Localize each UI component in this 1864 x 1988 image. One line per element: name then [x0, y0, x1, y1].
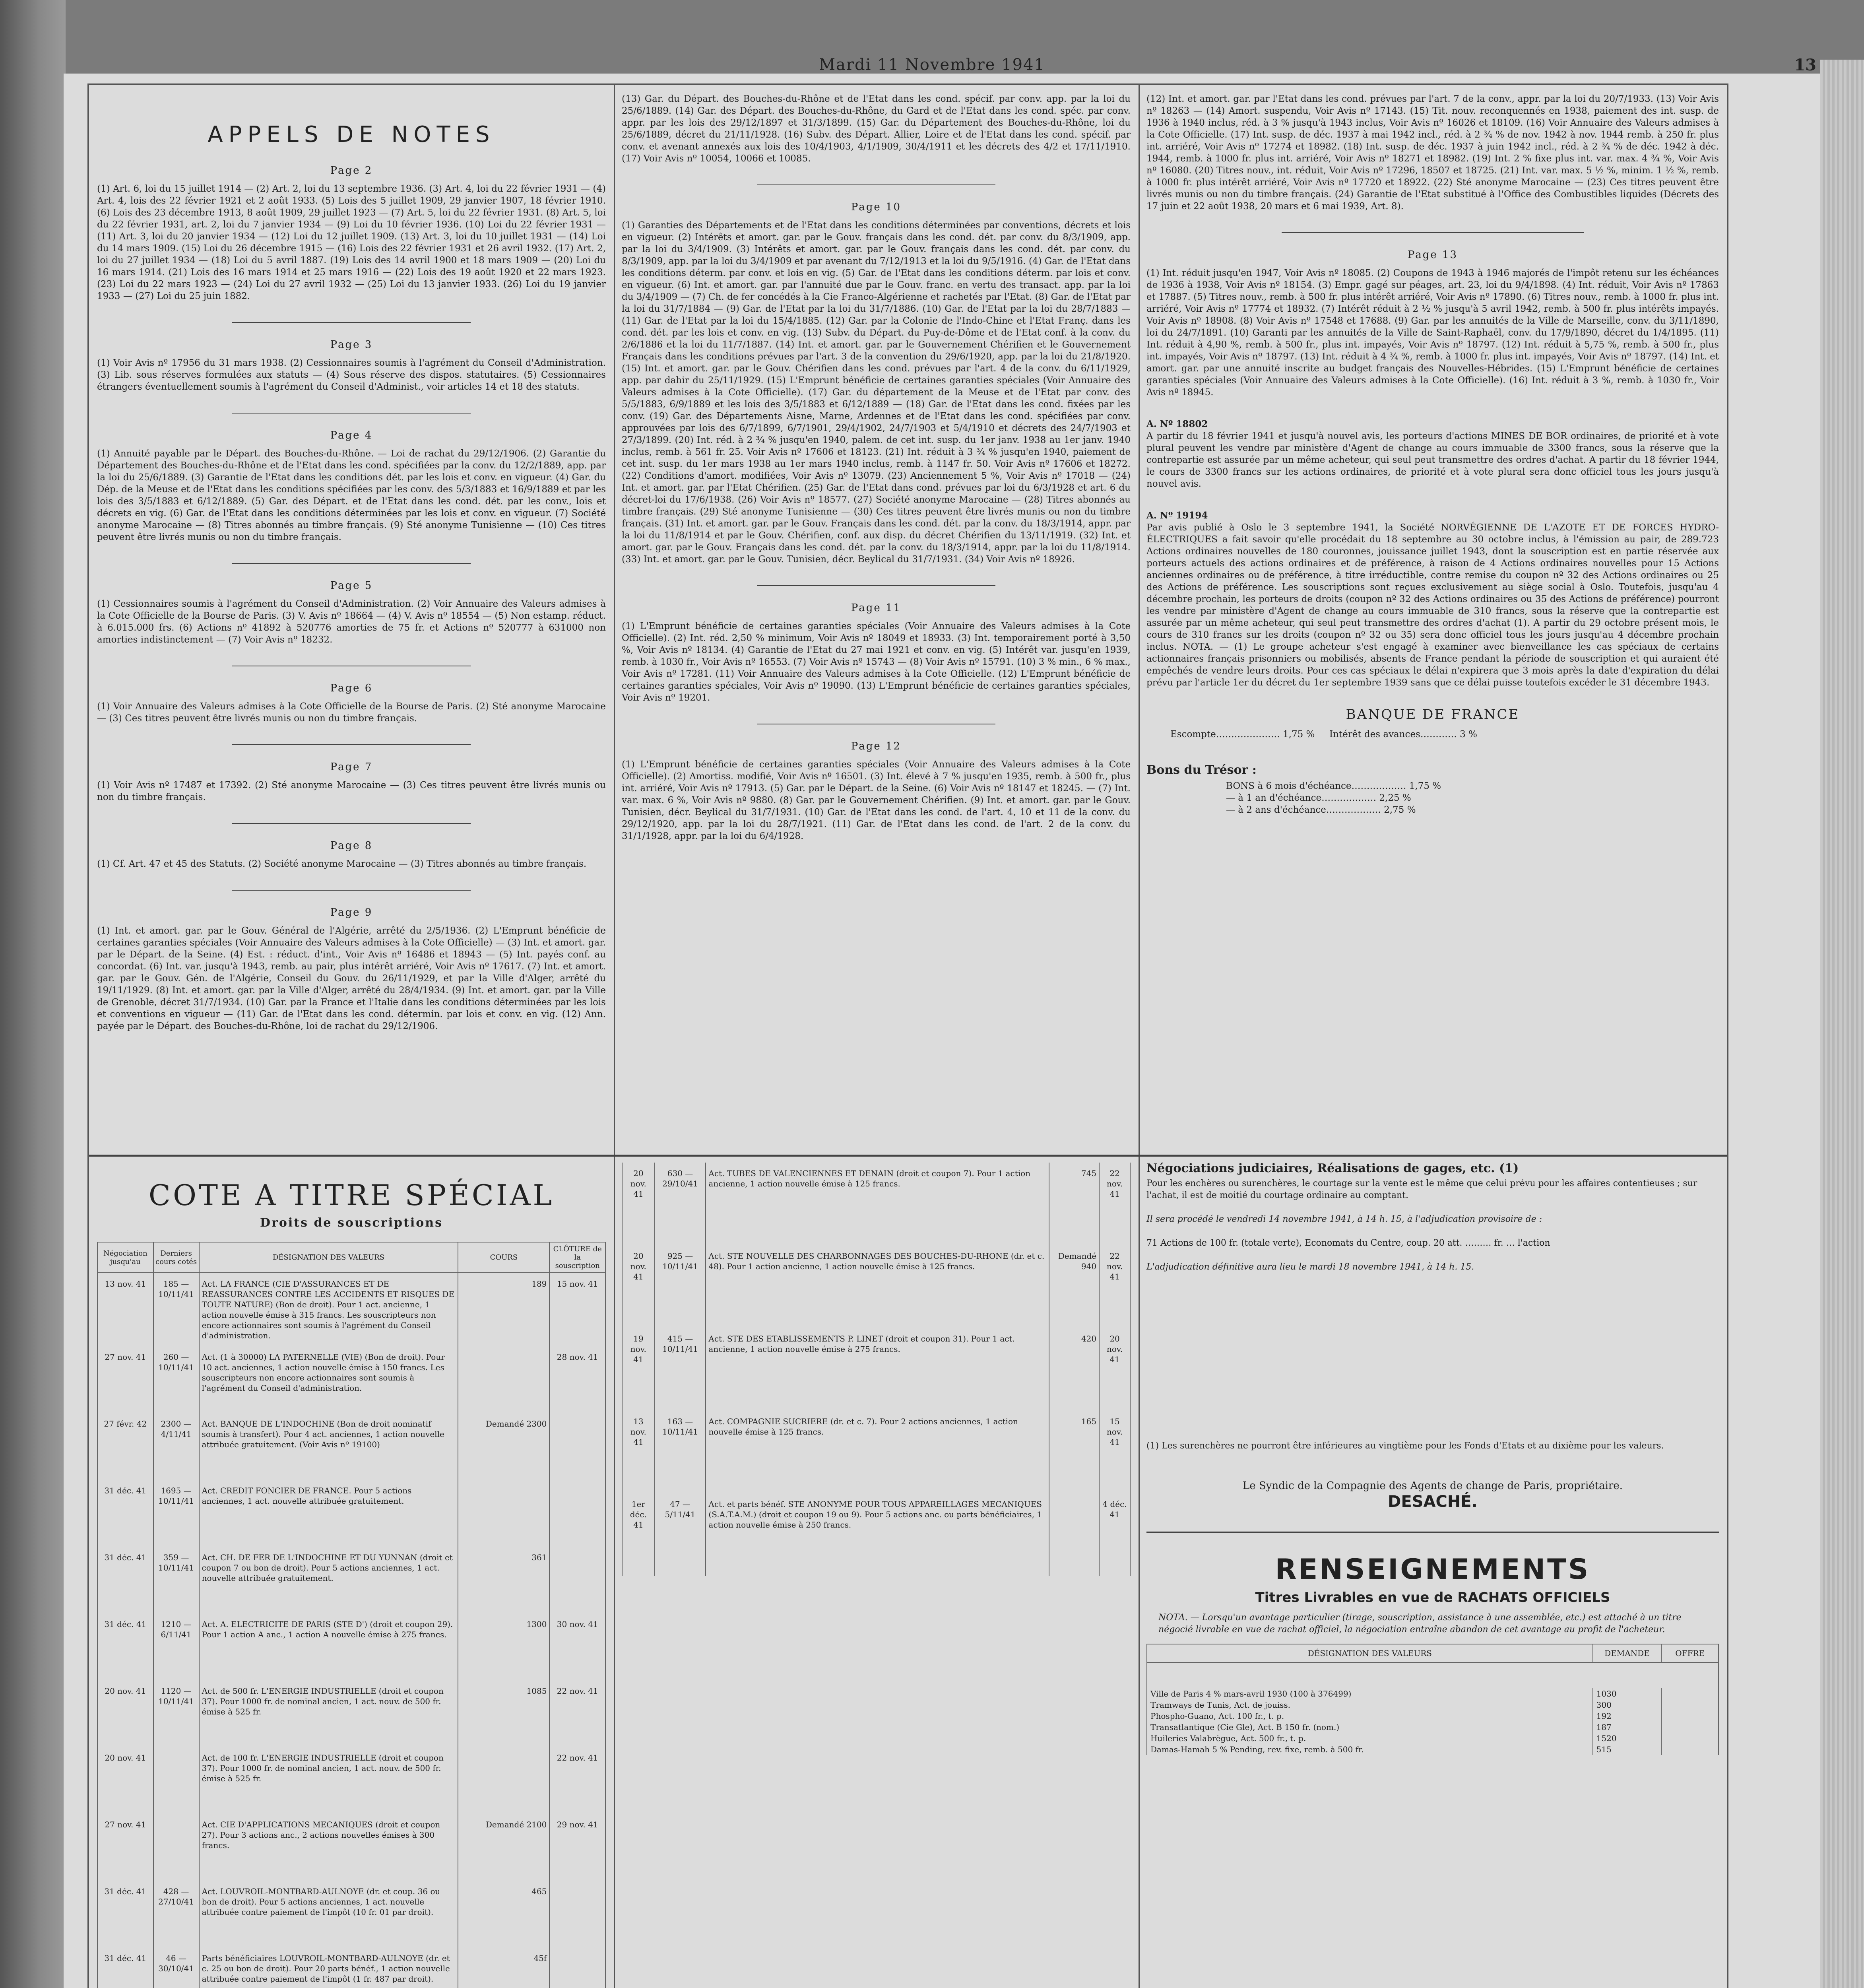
- notes-section-text: (1) Annuité payable par le Départ. des Bouches-du-Rhône. — Loi de rachat du 29/12/1906. (2) Garantie du Département des Bouches-du-Rhône et de l'Etat dans les cond. spécifiées par la conv. du 12/2/1889, app. par la loi du 25/6/1889. (3) Garantie de l'Etat dans les conditions dét. par les lois et conv. en vigueur. (4) Gar. du Dép. de la Meuse et de l'Etat dans les conditions spécifiées par les conv. des 5/3/1883 et 16/9/1889 et par les lois des 3/5/1883 et 6/12/1889. (5) Gar. des Départ. et de l'Etat dans les cond. dét. par les conv., lois et décrets en vig. (6) Gar. de l'Etat dans les conditions déterminées par les lois et conv. en vigueur. (7) Société anonyme Marocaine — (8) Titres abonnés au timbre français. (9) Sté anonyme Tunisienne — (10) Ces titres peuvent être livrés munis ou non du timbre français.: [97, 448, 606, 542]
- banque-escompte: Escompte………………… 1,75 %: [1170, 729, 1315, 740]
- table-cell: 359 — 10/11/41: [153, 1547, 199, 1613]
- table-cell: 31 déc. 41: [97, 1613, 153, 1680]
- table-cell: Act. COMPAGNIE SUCRIERE (dr. et c. 7). Pour 2 actions anciennes, 1 action nouvelle émise à 125 francs.: [706, 1411, 1049, 1493]
- renseignements-nota: NOTA. — Lorsqu'un avantage particulier (tirage, souscription, assistance à une assemblée, etc.) est attaché à un titre négocié livrable en vue de rachat officiel, la négociation entraîne abandon de cet avantage au profit de l'acheteur.: [1158, 1613, 1682, 1635]
- table-cell: Act. de 100 fr. L'ENERGIE INDUSTRIELLE (droit et coupon 37). Pour 1000 fr. de nominal ancien, 1 act. nouv. de 500 fr. émise à 525 fr.: [199, 1747, 458, 1814]
- table-cell: 22 nov. 41: [549, 1680, 605, 1747]
- table-cell: 185 — 10/11/41: [153, 1273, 199, 1346]
- content-frame: [87, 83, 1728, 1988]
- cote-table: [97, 1242, 606, 1988]
- section-rule: [232, 413, 471, 414]
- notes-section-text: (1) Int. réduit jusqu'en 1947, Voir Avis nº 18085. (2) Coupons de 1943 à 1946 majorés de l'impôt retenu sur les échéances de 1936 à 1938, Voir Avis nº 18154. (3) Empr. gagé sur péages, art. 23, loi du 9/4/1898. (4) Int. réduit, Voir Avis nº 17863 et 17887. (5) Titres nouv., remb. à 500 fr. plus intérêt arriéré, Voir Avis nº 17890. (6) Titres nouv., remb. à 1000 fr. plus int. arriéré, Voir Avis nº 17774 et 18932. (7) Intérêt réduit à 2 ½ % jusqu'à 5 avril 1942, remb. à 500 fr. plus intérêts impayés. Voir Avis nº 18908. (8) Voir Avis nº 17548 et 17688. (9) Gar. par les annuités de la Ville de Marseille, conv. du 3/11/1890, loi du 24/7/1891. (10) Garanti par les annuités de la Ville de Saint-Raphaël, conv. du 17/9/1890, décret du 1/4/1895. (11) Int. réduit à 4,90 %, remb. à 500 fr., plus int. impayés, Voir Avis nº 18797. (12) Int. réduit à 5,75 %, remb. à 500 fr., plus int. impayés, Voir Avis nº 18797. (13) Int. réduit à 4 ¾ %, remb. à 1000 fr. plus int. impayés, Voir Avis nº 18797. (14) Int. et amort. gar. par une annuité inscrite au budget français des Nouvelles-Hébrides. (15) L'Emprunt bénéficie de certaines garanties spéciales (Voir Annuaire des Valeurs admises à la Cote Officielle). (16) Int. réduit à 3 %, remb. à 1030 fr., Voir Avis nº 18945.: [1146, 268, 1719, 398]
- cote-titre-special: [97, 1159, 606, 1988]
- cote-table-2: [622, 1163, 1131, 1576]
- table-cell: [458, 1747, 549, 1814]
- notes-section: [97, 429, 606, 543]
- col-cloture: CLÔTURE de la souscription: [549, 1242, 605, 1273]
- table-cell: Ville de Paris 4 % mars-avril 1930 (100 à 376499): [1147, 1688, 1593, 1699]
- table-cell: Damas-Hamah 5 % Pending, rev. fixe, remb. à 500 fr.: [1147, 1744, 1593, 1755]
- notes-section-title: Page 8: [330, 840, 373, 852]
- notes-section: [622, 602, 1131, 704]
- notes-section: [97, 580, 606, 646]
- table-cell: Act. LOUVROIL-MONTBARD-AULNOYE (dr. et coup. 36 ou bon de droit). Pour 5 actions anciennes, 1 act. nouvelle attribuée contre paiement de l'impôt (10 fr. 01 par droit).: [199, 1881, 458, 1947]
- negociations-block: [1146, 1161, 1719, 1511]
- table-cell: [458, 1346, 549, 1413]
- table-cell: 13 nov. 41: [622, 1411, 655, 1493]
- table-cell: 27 nov. 41: [97, 1814, 153, 1881]
- table-cell: 29 nov. 41: [549, 1814, 605, 1881]
- negociations-text-1: Pour les enchères ou surenchères, le courtage sur la vente est le même que celui prévu pour les affaires contentieuses ; sur l'achat, il est de moitié du courtage ordinaire au comptant.: [1146, 1178, 1697, 1200]
- table-cell: [1661, 1744, 1719, 1755]
- syndic-line: Le Syndic de la Compagnie des Agents de change de Paris, propriétaire.: [1243, 1480, 1623, 1492]
- page-edges: [1820, 60, 1864, 1988]
- table-cell: 1210 — 6/11/41: [153, 1613, 199, 1680]
- table-cell: [153, 1814, 199, 1881]
- notes-section-text: (1) L'Emprunt bénéficie de certaines garanties spéciales (Voir Annuaire des Valeurs admises à la Cote Officielle). (2) Amortiss. modifié, Voir Avis nº 16501. (3) Int. élevé à 7 % jusqu'en 1935, remb. à 500 fr., plus int. arriéré, Voir Avis nº 17913. (5) Gar. par le Départ. de la Seine. (6) Voir Avis nº 18147 et 18245. — (7) Int. var. max. 6 %, Voir Avis nº 9880. (8) Gar. par le Gouvernement Chérifien. (9) Int. et amort. gar. par le Gouv. Tunisien, décr. Beylical du 31/7/1931. (10) Gar. de l'Etat dans les cond. de l'art. 4, 10 et 11 de la conv. du 29/12/1920, app. par la loi du 28/7/1921. (11) Gar. de l'Etat dans les cond. de l'art. 2 de la conv. du 31/1/1928, appr. par la loi du 6/4/1928.: [622, 759, 1131, 841]
- page-number: 13: [1794, 56, 1816, 74]
- table-cell: 1520: [1593, 1733, 1662, 1744]
- table-cell: 20 nov. 41: [622, 1163, 655, 1245]
- notes-section-title: Page 2: [330, 165, 373, 177]
- table-cell: 187: [1593, 1722, 1662, 1733]
- notes-column-3: [1146, 85, 1719, 816]
- table-cell: 420: [1049, 1328, 1099, 1411]
- notes-section-text: (1) Int. et amort. gar. par le Gouv. Général de l'Algérie, arrêté du 2/5/1936. (2) L'Emprunt bénéficie de certaines garanties spéciales (Voir Annuaire des Valeurs admises à la Cote Officielle) — (3) Int. et amort. gar. par le Départ. de la Seine. (4) Est. : réduct. d'int., Voir Avis nº 16486 et 18943 — (5) Int. payés conf. au concordat. (6) Int. var. jusqu'à 1943, remb. au pair, plus intérêt arriéré, Voir Avis nº 17617. (7) Int. et amort. gar. par le Gouv. Gén. de l'Algérie, Conseil du Gouv. du 26/11/1929, et par la Ville d'Alger, arrêté du 19/11/1929. (8) Int. et amort. gar. par la Ville d'Alger, arrêté du 28/4/1934. (9) Int. et amort. gar. par la Ville de Grenoble, décret 31/7/1934. (10) Gar. par la France et l'Italie dans les conditions déterminées par les lois et conventions en vigueur — (11) Gar. de l'Etat dans les cond. détermin. par lois et conv. en vig. (12) Ann. payée par le Départ. des Bouches-du-Rhône, loi de rachat du 29/12/1906.: [97, 926, 606, 1031]
- banque-title: BANQUE DE FRANCE: [1346, 707, 1520, 722]
- table-cell: 20 nov. 41: [97, 1747, 153, 1814]
- negociations-title: Négociations judiciaires, Réalisations de gages, etc. (1): [1146, 1161, 1519, 1175]
- table-row: [1147, 1744, 1719, 1755]
- table-cell: 47 — 5/11/41: [655, 1493, 706, 1576]
- table-row: [97, 1273, 605, 1346]
- table-cell: 1030: [1593, 1688, 1662, 1699]
- bons-title: Bons du Trésor :: [1146, 763, 1257, 777]
- table-cell: 28 nov. 41: [549, 1346, 605, 1413]
- table-cell: 22 nov. 41: [1099, 1245, 1130, 1328]
- table-cell: 925 — 10/11/41: [655, 1245, 706, 1328]
- avis-18802-title: A. Nº 18802: [1146, 419, 1208, 429]
- notes-section: [97, 840, 606, 870]
- table-cell: Act. BANQUE DE L'INDOCHINE (Bon de droit nominatif soumis à transfert). Pour 4 act. anciennes, 1 action nouvelle attribuée gratuitement. (Voir Avis nº 19100): [199, 1413, 458, 1480]
- notes-section-text: (1) Voir Annuaire des Valeurs admises à la Cote Officielle de la Bourse de Paris. (2) Sté anonyme Marocaine — (3) Ces titres peuvent être livrés munis ou non du timbre français.: [97, 701, 606, 724]
- table-cell: Transatlantique (Cie Gle), Act. B 150 fr. (nom.): [1147, 1722, 1593, 1733]
- table-cell: [549, 1947, 605, 1988]
- notes-section: [622, 740, 1131, 842]
- table-cell: 1300: [458, 1613, 549, 1680]
- table-cell: [1661, 1688, 1719, 1699]
- table-row: [97, 1613, 605, 1680]
- table-row: [622, 1163, 1130, 1245]
- section-divider: [89, 1155, 1727, 1157]
- rs-col-demande: DEMANDE: [1593, 1644, 1662, 1662]
- table-cell: [458, 1480, 549, 1547]
- avis-19194-text: Par avis publié à Oslo le 3 septembre 1941, la Société NORVÉGIENNE DE L'AZOTE ET DE FORCES HYDRO-ÉLECTRIQUES a fait savoir qu'elle procédait du 18 septembre au 30 octobre inclus, à l'émission au pair, de 289.723 Actions ordinaires nouvelles de 180 couronnes, jouissance juillet 1943, dont la souscription est en partie réservée aux porteurs actuels des actions ordinaires et de préférence, à raison de 4 Actions ordinaires nouvelles pour 15 Actions anciennes ordinaires ou de préférence, à titre irréductible, contre remise du coupon nº 32 des Actions ordinaires ou 25 des Actions de préférence. Les souscriptions sont reçues exclusivement au siège social à Oslo. Toutefois, jusqu'au 4 décembre prochain, les porteurs de droits (coupon nº 32 des Actions ordinaires ou 35 des Actions de préférence) pourront les vendre par ministère d'Agent de change au cours immuable de 310 francs, sous la réserve que la contrepartie est assurée par un même acheteur, qui seul peut transmettre des ordres d'achat (1). A partir du 29 octobre présent mois, le cours de 310 francs sur les droits (coupon nº 32 ou 35) sera donc officiel tous les jours jusqu'au 4 décembre prochain inclus. NOTA. — (1) Le groupe acheteur s'est engagé à examiner avec bienveillance les cas spéciaux de certains actionnaires français prisonniers ou mobilisés, absents de France pendant la période de souscription et qui auraient été empêchés de vendre leurs droits. Pour ces cas spéciaux le délai n'expirera que 3 mois après la date d'expiration du délai prévu par l'article 1er du décret du 1er septembre 1939 sans que ce délai puisse toutefois excéder le 31 décembre 1943.: [1146, 522, 1719, 688]
- col-negociation: Négociation jusqu'au: [97, 1242, 153, 1273]
- signature: DESACHÉ.: [1388, 1493, 1478, 1511]
- notes-section-title: Page 12: [851, 740, 902, 752]
- table-row: [97, 1346, 605, 1413]
- table-row: [97, 1814, 605, 1881]
- notes-section-text: (13) Gar. du Départ. des Bouches-du-Rhône et de l'Etat dans les cond. spécif. par conv. app. par la loi du 25/6/1889. (14) Gar. des Départ. des Bouches-du-Rhône, du Gard et de l'Etat dans les cond. spéc. par conv. appr. par les lois des 29/12/1897 et 31/3/1899. (15) Gar. du Département des Bouches-du-Rhône, loi du 25/6/1889, décret du 21/11/1928. (16) Subv. des Départ. Allier, Loire et de l'Etat dans les cond. spécif. par conv. et avenant annexés aux lois des 10/4/1903, 4/1/1909, 30/4/1911 et les décrets des 4/2 et 17/11/1910. (17) Voir Avis nº 10054, 10066 et 10085.: [622, 94, 1131, 164]
- notes-section-text: (1) Cf. Art. 47 et 45 des Statuts. (2) Société anonyme Marocaine — (3) Titres abonnés au timbre français.: [97, 859, 587, 869]
- table-row: [1147, 1688, 1719, 1699]
- table-cell: 27 févr. 42: [97, 1413, 153, 1480]
- section-rule: [232, 823, 471, 824]
- table-cell: [1661, 1699, 1719, 1710]
- table-cell: 192: [1593, 1710, 1662, 1722]
- avis-18802: [1146, 418, 1719, 490]
- section-rule: [232, 890, 471, 891]
- cote-titre-special-suite: [622, 1159, 1131, 1576]
- rachats-table: [1146, 1644, 1719, 1755]
- table-cell: 15 nov. 41: [549, 1273, 605, 1346]
- negociations-text-4: L'adjudication définitive aura lieu le mardi 18 novembre 1941, à 14 h. 15.: [1146, 1262, 1474, 1272]
- column-rule-2: [1139, 85, 1140, 1988]
- notes-section: [97, 339, 606, 393]
- appels-title: APPELS DE NOTES: [208, 122, 495, 148]
- notes-section: [97, 165, 606, 302]
- notes-section-text: (12) Int. et amort. gar. par l'Etat dans les cond. prévues par l'art. 7 de la conv., appr. par la loi du 20/7/1933. (13) Voir Avis nº 18263 — (14) Amort. suspendu, Voir Avis nº 17143. (15) Tit. nouv. reconquennés en 1938, paiement des int. susp. de 1936 à 1940 inclus, réd. à 3 % jusqu'à 1943 inclus, Voir Avis nº 16026 et 18109. (16) Voir Annuaire des Valeurs admises à la Cote Officielle. (17) Int. susp. de déc. 1937 à mai 1942 incl., réd. à 2 ¾ % de nov. 1942 à nov. 1944 remb. à 250 fr. plus int. arriéré, Voir Avis nº 17274 et 18982. (18) Int. susp. de déc. 1937 à juin 1942 incl., réd. à 2 ¾ % de déc. 1942 à déc. 1944, remb. à 1000 fr. plus int. arriéré, Voir Avis nº 18271 et 18982. (19) Int. 2 % fixe plus int. var. max. 4 ¾ %, Voir Avis nº 16080. (20) Titres nouv., int. réduit, Voir Avis nº 17296, 18507 et 18725. (21) Int. var. max. 5 ½ %, minim. 1 ½ %, remb. à 1000 fr. plus intérêt arriéré, Voir Avis nº 17720 et 18922. (22) Sté anonyme Marocaine — (23) Ces titres peuvent être livrés munis ou non du timbre français. (24) Garantie de l'Etat substitué à l'Office des Combustibles liquides (Décrets des 17 juin et 22 août 1938, 20 mars et 6 mai 1939, Art. 8).: [1146, 94, 1719, 212]
- cote-title: COTE A TITRE SPÉCIAL: [148, 1178, 555, 1212]
- table-cell: [1661, 1722, 1719, 1733]
- notes-section-title: Page 5: [330, 580, 373, 592]
- table-cell: Huileries Valabrègue, Act. 500 fr., t. p.: [1147, 1733, 1593, 1744]
- table-cell: 31 déc. 41: [97, 1947, 153, 1988]
- bons-line-3: — à 2 ans d'échéance……………… 2,75 %: [1226, 805, 1416, 815]
- notes-section: [97, 682, 606, 724]
- col-designation: DÉSIGNATION DES VALEURS: [199, 1242, 458, 1273]
- table-cell: 27 nov. 41: [97, 1346, 153, 1413]
- table-cell: 20 nov. 41: [97, 1680, 153, 1747]
- notes-section-text: (1) Garanties des Départements et de l'Etat dans les conditions déterminées par conventions, décrets et lois en vigueur. (2) Intérêts et amort. gar. par le Gouv. français dans les cond. dét. par conv. du 8/3/1909, app. par la loi du 3/4/1909. (3) Intérêts et amort. gar. par le Gouv. français dans les cond. dét. par conv. du 8/3/1909, app. par la loi du 3/4/1909 et par avenant du 7/12/1913 et la loi du 9/5/1916. (4) Gar. de l'Etat dans les conditions déterm. par conv. et lois en vig. (5) Gar. de l'Etat dans les conditions déterm. par lois et conv. en vigueur. (6) Int. et amort. gar. par l'annuité due par le Gouv. franc. en vertu des transact. app. par la loi du 3/4/1909 — (7) Ch. de fer concédés à la Cie Franco-Algérienne et rachetés par l'Etat. (8) Gar. de l'Etat par la loi du 31/7/1884 — (9) Gar. de l'Etat par la loi du 31/7/1886. (10) Gar. de l'Etat par la loi du 28/7/1883 — (11) Gar. de l'Etat par la loi du 15/4/1885. (12) Gar. par la Colonie de l'Indo-Chine et l'Etat Franç. dans les cond. dét. par les lois et conv. en vig. (13) Subv. du Départ. du Puy-de-Dôme et de l'Etat conf. à la conv. du 2/6/1886 et la loi du 11/7/1887. (14) Int. et amort. gar. par le Gouvernement Chérifien et le Gouvernement Français dans les conditions prévues par l'art. 3 de la convention du 29/6/1920, app. par la loi du 21/8/1920. (15) Int. et amort. gar. par le Gouv. Chérifien dans les cond. prévues par l'art. 4 de la conv. du 6/11/1929, app. par dahir du 25/11/1929. (15) L'Emprunt bénéficie de certaines garanties spéciales (Voir Annuaire des Valeurs admises à la Cote Officielle). (17) Gar. du département de la Meuse et de l'Etat par conv. des 5/5/1883, 6/9/1889 et les lois des 3/5/1883 et 6/12/1889 — (18) Gar. de l'Etat dans les cond. fixées par les conv. (19) Gar. des Départements Aisne, Marne, Ardennes et de l'Etat dans les cond. spécifiées par conv. approuvées par lois des 6/7/1899, 6/7/1901, 29/4/1902, 24/7/1903 et 5/4/1910 et décrets des 24/7/1903 et 27/3/1899. (20) Int. réd. à 2 ¾ % jusqu'en 1940, palem. de cet int. susp. du 1er janv. 1938 au 1er janv. 1940 inclus, remb. à 561 fr. 25. Voir Avis nº 17606 et 18123. (21) Int. réduit à 3 ¾ % jusqu'en 1940, paiement de cet int. susp. du 1er mars 1938 au 1er mars 1940 inclus, remb. à 1147 fr. 50. Voir Avis nº 17606 et 18272. (22) Conditions d'amort. modifiées, Voir Avis nº 13079. (23) Anciennement 5 %, Voir Avis nº 17018 — (24) Int. et amort. gar. par l'Etat Chérifien. (25) Gar. de l'Etat dans cond. prévues par loi du 6/3/1928 et art. 6 du décret-loi du 17/6/1938. (26) Voir Avis nº 18577. (27) Société anonyme Marocaine — (28) Titres abonnés au timbre français. (29) Sté anonyme Tunisienne — (30) Ces titres peuvent être livrés munis ou non du timbre français. (31) Int. et amort. gar. par le Gouv. Français dans les cond. dét. par la conv. du 18/3/1914, appr. par la loi du 11/8/1914 et par le Gouv. Chérifien, conf. aux disp. du décret Chérifien du 13/11/1919. (32) Int. et amort. gar. par le Gouv. Français dans les cond. dét. par la conv. du 18/3/1914, appr. par la loi du 11/8/1914. (33) Int. et amort. gar. par le Gouv. Tunisien, décr. Beylical du 31/7/1931. (34) Voir Avis nº 18926.: [622, 220, 1131, 565]
- table-cell: Phospho-Guano, Act. 100 fr., t. p.: [1147, 1710, 1593, 1722]
- renseignements-block: [1146, 1532, 1719, 1755]
- table-cell: 20 nov. 41: [1099, 1328, 1130, 1411]
- avis-19194-title: A. Nº 19194: [1146, 510, 1208, 521]
- negociations-note: (1) Les surenchères ne pourront être inférieures au vingtième pour les Fonds d'Etats et au dixième pour les valeurs.: [1146, 1441, 1664, 1451]
- table-cell: 4 déc. 41: [1099, 1493, 1130, 1576]
- table-cell: Act. STE DES ETABLISSEMENTS P. LINET (droit et coupon 31). Pour 1 act. ancienne, 1 action nouvelle émise à 275 francs.: [706, 1328, 1049, 1411]
- table-cell: Act. TUBES DE VALENCIENNES ET DENAIN (droit et coupon 7). Pour 1 action ancienne, 1 action nouvelle émise à 125 francs.: [706, 1163, 1049, 1245]
- table-cell: Demandé 2300: [458, 1413, 549, 1480]
- table-cell: [153, 1747, 199, 1814]
- table-cell: 465: [458, 1881, 549, 1947]
- column-rule-1: [614, 85, 615, 1988]
- table-cell: 163 — 10/11/41: [655, 1411, 706, 1493]
- table-cell: [549, 1547, 605, 1613]
- notes-section: [622, 93, 1131, 165]
- table-cell: 46 — 30/10/41: [153, 1947, 199, 1988]
- appels-column: [97, 85, 606, 1052]
- negociations-renseignements: [1146, 1159, 1719, 1755]
- table-cell: [1049, 1493, 1099, 1576]
- renseignements-title: RENSEIGNEMENTS: [1275, 1553, 1591, 1586]
- page-header: [0, 56, 1864, 87]
- notes-section-text: (1) Cessionnaires soumis à l'agrément du Conseil d'Administration. (2) Voir Annuaire des Valeurs admises à la Cote Officielle de la Bourse de Paris. (3) V. Avis nº 18664 — (4) V. Avis nº 18554 — (5) Non estamp. réduct. à 6.015.000 frs. (6) Actions nº 41892 à 520776 amorties de 75 fr. et Actions nº 520777 à 631000 non amorties indistinctement — (7) Voir Avis nº 18232.: [97, 599, 606, 645]
- notes-section-title: Page 7: [330, 761, 373, 773]
- negociations-text-3: 71 Actions de 100 fr. (totale verte), Economats du Centre, coup. 20 att. ……… fr. … l'action: [1146, 1238, 1550, 1248]
- table-row: [97, 1680, 605, 1747]
- table-cell: 22 nov. 41: [1099, 1163, 1130, 1245]
- table-cell: Act. de 500 fr. L'ENERGIE INDUSTRIELLE (droit et coupon 37). Pour 1000 fr. de nominal ancien, 1 act. nouv. de 500 fr. émise à 525 fr.: [199, 1680, 458, 1747]
- table-cell: 1085: [458, 1680, 549, 1747]
- notes-section-title: Page 6: [330, 682, 373, 694]
- table-cell: Demandé 2100: [458, 1814, 549, 1881]
- table-cell: 1695 — 10/11/41: [153, 1480, 199, 1547]
- bons-line-1: BONS à 6 mois d'échéance……………… 1,75 %: [1226, 781, 1441, 791]
- table-row: [97, 1747, 605, 1814]
- notes-section-title: Page 9: [330, 907, 373, 918]
- notes-section-text: (1) Art. 6, loi du 15 juillet 1914 — (2) Art. 2, loi du 13 septembre 1936. (3) Art. 4, loi du 22 février 1931 — (4) Art. 4, lois des 22 février 1921 et 2 août 1933. (5) Lois des 5 juillet 1909, 29 janvier 1907, 18 février 1910. (6) Lois des 23 décembre 1913, 8 août 1909, 29 juillet 1923 — (7) Art. 5, loi du 22 février 1931. (8) Art. 5, loi du 22 février 1931, art. 2, loi du 7 janvier 1934 — (9) Loi du 10 février 1936. (10) Loi du 22 février 1931 — (11) Art. 3, loi du 20 janvier 1934 — (12) Loi du 12 juillet 1909. (13) Art. 3, loi du 10 juillet 1931 — (14) Loi du 14 mars 1909. (15) Loi du 26 décembre 1915 — (16) Lois des 22 février 1931 et 26 avril 1932. (17) Art. 2, loi du 27 juillet 1934 — (18) Loi du 5 avril 1887. (19) Lois des 14 avril 1900 et 18 mars 1909 — (20) Loi du 16 mars 1914. (21) Lois des 16 mars 1914 et 25 mars 1916 — (22) Lois des 19 août 1920 et 22 mars 1923. (23) Loi du 22 mars 1923 — (24) Loi du 27 avril 1932 — (25) Loi du 13 janvier 1933. (26) Loi du 19 janvier 1933 — (27) Loi du 25 juin 1882.: [97, 184, 606, 301]
- notes-section: [97, 907, 606, 1032]
- notes-section: [1146, 93, 1719, 212]
- table-row: [97, 1881, 605, 1947]
- notes-section-title: Page 11: [851, 602, 902, 614]
- table-cell: Act. LA FRANCE (CIE D'ASSURANCES ET DE REASSURANCES CONTRE LES ACCIDENTS ET RISQUES DE TOUTE NATURE) (Bon de droit). Pour 1 act. ancienne, 1 action nouvelle émise à 315 francs. Les souscripteurs non encore actionnaires sont soumis à l'agrément du Conseil d'administration.: [199, 1273, 458, 1346]
- banque-avances: Intérêt des avances………… 3 %: [1329, 729, 1477, 740]
- section-rule: [232, 744, 471, 745]
- table-cell: Tramways de Tunis, Act. de jouiss.: [1147, 1699, 1593, 1710]
- notes-section: [622, 201, 1131, 565]
- table-cell: 361: [458, 1547, 549, 1613]
- table-cell: 189: [458, 1273, 549, 1346]
- table-cell: 415 — 10/11/41: [655, 1328, 706, 1411]
- table-cell: 31 déc. 41: [97, 1881, 153, 1947]
- table-cell: 1120 — 10/11/41: [153, 1680, 199, 1747]
- header-date: Mardi 11 Novembre 1941: [819, 56, 1045, 74]
- bons-du-tresor: [1146, 764, 1719, 816]
- notes-section-text: (1) L'Emprunt bénéficie de certaines garanties spéciales (Voir Annuaire des Valeurs admises à la Cote Officielle). (2) Int. réd. 2,50 % minimum, Voir Avis nº 18049 et 18933. (3) Int. temporairement porté à 3,50 %, Voir Avis nº 18134. (4) Garantie de l'Etat du 27 mai 1921 et conv. en vig. (5) Intérêt var. jusqu'en 1939, remb. à 1030 fr., Voir Avis nº 16553. (7) Voir Avis nº 15743 — (8) Voir Avis nº 15791. (10) 3 % min., 6 % max., Voir Avis nº 17281. (11) Voir Annuaire des Valeurs admises à la Cote Officielle. (12) L'Emprunt bénéficie de certaines garanties spéciales, Voir Avis nº 19090. (13) L'Emprunt bénéficie de certaines garanties spéciales, Voir Avis nº 19201.: [622, 621, 1131, 703]
- section-rule: [232, 563, 471, 564]
- book-spine: [0, 0, 66, 1988]
- table-cell: Demandé 940: [1049, 1245, 1099, 1328]
- table-cell: 31 déc. 41: [97, 1480, 153, 1547]
- negociations-text-2: Il sera procédé le vendredi 14 novembre 1941, à 14 h. 15, à l'adjudication provisoire de :: [1146, 1214, 1542, 1224]
- table-cell: 45f: [458, 1947, 549, 1988]
- table-row: [97, 1947, 605, 1988]
- table-row: [1147, 1733, 1719, 1744]
- table-cell: 745: [1049, 1163, 1099, 1245]
- cote-subtitle: Droits de souscriptions: [260, 1216, 443, 1230]
- table-cell: 13 nov. 41: [97, 1273, 153, 1346]
- table-cell: Parts bénéficiaires LOUVROIL-MONTBARD-AULNOYE (dr. et c. 25 ou bon de droit). Pour 20 parts bénéf., 1 action nouvelle attribuée contre paiement de l'impôt (1 fr. 487 par droit).: [199, 1947, 458, 1988]
- table-row: [622, 1245, 1130, 1328]
- notes-section-title: Page 4: [330, 429, 373, 441]
- banque-de-france: [1146, 709, 1719, 740]
- table-cell: Act. STE NOUVELLE DES CHARBONNAGES DES BOUCHES-DU-RHONE (dr. et c. 48). Pour 1 action ancienne, 1 action nouvelle émise à 125 francs.: [706, 1245, 1049, 1328]
- table-row: [1147, 1699, 1719, 1710]
- table-cell: Act. A. ELECTRICITE DE PARIS (STE D') (droit et coupon 29). Pour 1 action A anc., 1 action A nouvelle émise à 275 francs.: [199, 1613, 458, 1680]
- notes-section: [97, 761, 606, 803]
- table-cell: 22 nov. 41: [549, 1747, 605, 1814]
- table-row: [97, 1480, 605, 1547]
- avis-18802-text: A partir du 18 février 1941 et jusqu'à nouvel avis, les porteurs d'actions MINES DE BOR ordinaires, de priorité et à vote plural peuvent les vendre par ministère d'Agent de change au cours immuable de 3300 francs, sous la réserve que la contrepartie est assurée par un même acheteur, qui seul peut transmettre des ordres d'achat. A partir du 18 février 1944, le cours de 3300 francs sur les actions ordinaires, de priorité et à vote plural sera donc officiel tous les jours jusqu'à nouvel avis.: [1146, 431, 1719, 489]
- section-rule: [757, 184, 995, 185]
- section-rule: [757, 585, 995, 586]
- table-row: [1147, 1722, 1719, 1733]
- table-cell: 20 nov. 41: [622, 1245, 655, 1328]
- table-cell: 19 nov. 41: [622, 1328, 655, 1411]
- table-cell: Act. CH. DE FER DE L'INDOCHINE ET DU YUNNAN (droit et coupon 7 ou bon de droit). Pour 5 actions anciennes, 1 act. nouvelle attribuée gratuitement.: [199, 1547, 458, 1613]
- rs-col-designation: DÉSIGNATION DES VALEURS: [1147, 1644, 1593, 1662]
- table-row: [97, 1547, 605, 1613]
- col-cours: COURS: [458, 1242, 549, 1273]
- table-cell: Act. et parts bénéf. STE ANONYME POUR TOUS APPAREILLAGES MECANIQUES (S.A.T.A.M.) (droit et coupon 19 ou 9). Pour 5 actions anc. ou parts bénéficiaires, 1 action nouvelle émise à 250 francs.: [706, 1493, 1049, 1576]
- table-row: [622, 1328, 1130, 1411]
- table-row: [97, 1413, 605, 1480]
- table-cell: [549, 1881, 605, 1947]
- table-cell: 515: [1593, 1744, 1662, 1755]
- table-cell: Act. (1 à 30000) LA PATERNELLE (VIE) (Bon de droit). Pour 10 act. anciennes, 1 action nouvelle émise à 150 francs. Les souscripteurs non encore actionnaires sont soumis à l'agrément du Conseil d'administration.: [199, 1346, 458, 1413]
- section-rule: [1282, 232, 1584, 233]
- notes-column-2: [622, 85, 1131, 862]
- table-cell: [1661, 1733, 1719, 1744]
- notes-section-title: Page 3: [330, 339, 373, 351]
- table-cell: [1661, 1710, 1719, 1722]
- table-cell: 15 nov. 41: [1099, 1411, 1130, 1493]
- table-cell: 630 — 29/10/41: [655, 1163, 706, 1245]
- table-cell: 428 — 27/10/41: [153, 1881, 199, 1947]
- notes-section-text: (1) Voir Avis nº 17487 et 17392. (2) Sté anonyme Marocaine — (3) Ces titres peuvent être livrés munis ou non du timbre français.: [97, 780, 606, 802]
- avis-19194: [1146, 510, 1719, 689]
- table-cell: Act. CREDIT FONCIER DE FRANCE. Pour 5 actions anciennes, 1 act. nouvelle attribuée gratuitement.: [199, 1480, 458, 1547]
- table-cell: 2300 — 4/11/41: [153, 1413, 199, 1480]
- notes-section: [1146, 249, 1719, 398]
- table-cell: [549, 1413, 605, 1480]
- col-derniers-cours: Derniers cours cotés: [153, 1242, 199, 1273]
- renseignements-subtitle: Titres Livrables en vue de RACHATS OFFICIELS: [1255, 1590, 1610, 1606]
- rs-col-offre: OFFRE: [1661, 1644, 1719, 1662]
- table-row: [622, 1411, 1130, 1493]
- table-cell: 165: [1049, 1411, 1099, 1493]
- table-row: [622, 1493, 1130, 1576]
- notes-section-text: (1) Voir Avis nº 17956 du 31 mars 1938. (2) Cessionnaires soumis à l'agrément du Conseil d'Administration. (3) Lib. sous réserves formulées aux statuts — (4) Sous réserve des dispos. statutaires. (5) Cessionnaires étrangers éventuellement soumis à l'agrément du Conseil d'Administ., voir articles 14 et 18 des statuts.: [97, 358, 606, 392]
- table-cell: 31 déc. 41: [97, 1547, 153, 1613]
- notes-section-title: Page 13: [1407, 249, 1458, 261]
- notes-section-title: Page 10: [851, 201, 902, 213]
- section-rule: [232, 322, 471, 323]
- table-cell: 300: [1593, 1699, 1662, 1710]
- table-cell: 260 — 10/11/41: [153, 1346, 199, 1413]
- table-cell: 1er déc. 41: [622, 1493, 655, 1576]
- table-row: [1147, 1710, 1719, 1722]
- table-cell: [549, 1480, 605, 1547]
- table-cell: 30 nov. 41: [549, 1613, 605, 1680]
- bons-line-2: — à 1 an d'échéance……………… 2,25 %: [1226, 793, 1411, 803]
- table-cell: Act. CIE D'APPLICATIONS MECANIQUES (droit et coupon 27). Pour 3 actions anc., 2 actions nouvelles émises à 300 francs.: [199, 1814, 458, 1881]
